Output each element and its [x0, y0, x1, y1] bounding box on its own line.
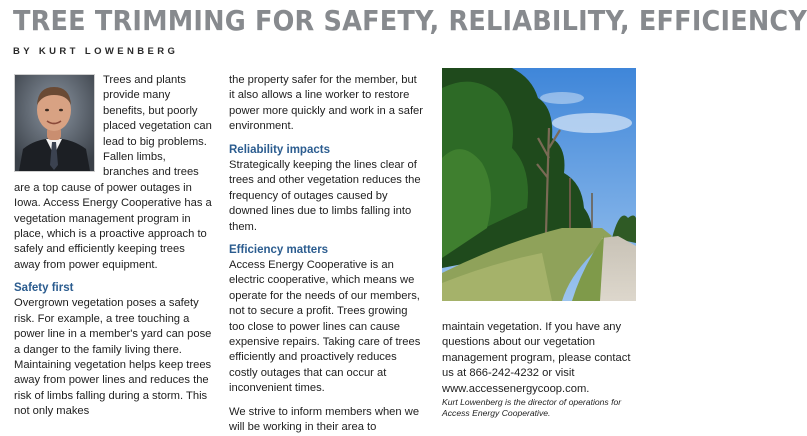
efficiency-paragraph: Access Energy Cooperative is an electric cooperative, which means we operate for the needs of our members, not to secure a profit. Trees growing too close to power lines can cause expensive repairs. Taking care of trees efficiently and proactively reduces costly outages that can occur at inconvenient times.: [229, 259, 421, 395]
efficiency-heading: Efficiency matters: [229, 244, 329, 257]
column-2: [229, 73, 425, 436]
tree-lined-road-photo-icon: [442, 68, 636, 301]
safety-continued-text: the property safer for the member, but it also allows a line worker to restore power more quickly and work in a safer environment.: [229, 74, 424, 133]
closing-text-start: We strive to inform members when we will be working in their area to: [229, 405, 420, 434]
author-portrait-icon: [14, 74, 95, 172]
reliability-heading: Reliability impacts: [229, 144, 330, 156]
byline: BY KURT LOWENBERG: [13, 46, 179, 57]
author-note: Kurt Lowenberg is the director of operations for Access Energy Cooperative.: [442, 397, 622, 419]
safety-paragraph: Overgrown vegetation poses a safety risk. For example, a tree touching a power line in a member's yard can pose a danger to the family living there. Maintaining vegetation helps keep trees away from power lines and reduces the risk of limbs falling during a storm. This not only makes: [14, 297, 212, 418]
safety-paragraph-continued: [229, 73, 425, 135]
safety-heading: Safety first: [14, 282, 74, 295]
closing-text-end: maintain vegetation. If you have any questions about our vegetation management program, please contact us at 866-242-4232 or visit www.accessenergycoop.com.: [442, 321, 631, 395]
closing-paragraph: [229, 405, 425, 436]
closing-paragraph-continued: [442, 320, 636, 397]
article-headline: TREE TRIMMING FOR SAFETY, RELIABILITY, EFFICIENCY: [13, 5, 807, 37]
column-1: [14, 73, 212, 419]
column-3: [442, 320, 636, 419]
intro-paragraph: Trees and plants provide many benefits, but poorly placed vegetation can lead to big problems. Fallen limbs, branches and trees are a top cause of power outages in Iowa. Access Energy Cooperative has a vegetation management program in place, which is a proactive approach to safely and efficiently keeping trees away from power equipment.: [14, 74, 212, 271]
reliability-paragraph: Strategically keeping the lines clear of trees and other vegetation reduces the frequency of outages caused by downed lines due to limbs falling into them.: [229, 159, 421, 233]
